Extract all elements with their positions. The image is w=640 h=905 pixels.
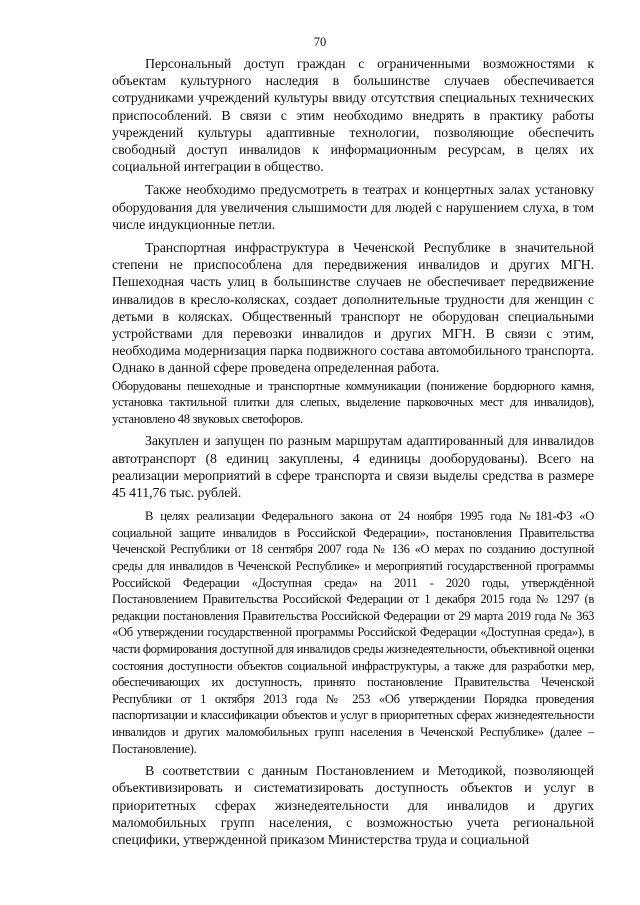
paragraph-hearing-equipment: Также необходимо предусмотреть в театрах и концертных залах установку оборудования для увеличения слышимости для людей с нарушением слуха, в том числе индукционные петли.	[112, 183, 594, 233]
paragraph-transport-infrastructure: Транспортная инфраструктура в Чеченской Республике в значительной степени не приспособлена для передвижения инвалидов и других МГН. Пешеходная часть улиц в большинстве случаев не обеспечивает передвижение инвалидов в кресло-колясках, создает дополнительные трудности для женщин с детьми в колясках. Общественный транспорт не оборудован специальными устройствами для перевозки инвалидов и других МГН. В связи с этим, необходима модернизация парка подвижного состава автомобильного транспорта. Однако в данной сфере проведена определенная работа.	[112, 241, 594, 377]
paragraph-pedestrian-communications: Оборудованы пешеходные и транспортные коммуникации (понижение бордюрного камня, установка тактильной плитки для слепых, выделение парковочных мест для инвалидов), установлено 48 звуковых светофоров.	[112, 378, 594, 426]
body-text	[112, 56, 594, 849]
page-number: 70	[313, 35, 327, 49]
paragraph-methodology: В соответствии с данным Постановлением и Методикой, позволяющей объективизировать и систематизировать доступность объектов и услуг в приоритетных сферах жизнедеятельности для инвалидов и других маломобильных групп населения, с возможностью учета региональной специфики, утвержденной приказом Министерства труда и социальной	[112, 764, 594, 848]
paragraph-cultural-heritage-access: Персональный доступ граждан с ограниченными возможностями к объектам культурного наследия в большинстве случаев обеспечивается сотрудниками учреждений культуры ввиду отсутствия специальных технических приспособлений. В связи с этим необходимо внедрять в практику работы учреждений культуры адаптивные технологии, позволяющие обеспечить свободный доступ инвалидов к информационным ресурсам, в целях их социальной интеграции в общество.	[112, 57, 594, 176]
paragraph-federal-law-implementation: В целях реализации Федерального закона от 24 ноября 1995 года №181-ФЗ «О социальной защите инвалидов в Российской Федерации», постановления Правительства Чеченской Республики от 18 сентября 2007 года № 136 «О мерах по созданию доступной среды для инвалидов в Чеченской Республике» и мероприятий государственной программы Российской Федерации «Доступная среда» на 2011 - 2020 годы, утверждённой Постановлением Правительства Российской Федерации от 1 декабря 2015 года № 1297 (в редакции постановления Правительства Российской Федерации от 29 марта 2019 года № 363 «Об утверждении государственной программы Российской Федерации «Доступная среда»), в части формирования доступной для инвалидов среды жизнедеятельности, объективной оценки состояния доступности объектов социальной инфраструктуры, а также для разработки мер, обеспечивающих их доступность, принято постановление Правительства Чеченской Республики от 1 октября 2013 года № 253 «Об утверждении Порядка проведения паспортизации и классификации объектов и услуг в приоритетных сферах жизнедеятельности инвалидов и других маломобильных групп населения в Чеченской Республике» (далее – Постановление).	[112, 509, 594, 756]
paragraph-adapted-vehicles: Закуплен и запущен по разным маршрутам адаптированный для инвалидов автотранспорт (8 единиц закуплены, 4 единицы дооборудованы). Всего на реализации мероприятий в сфере транспорта и связи выделы средства в размере 45 411,76 тыс. рублей.	[112, 434, 594, 502]
